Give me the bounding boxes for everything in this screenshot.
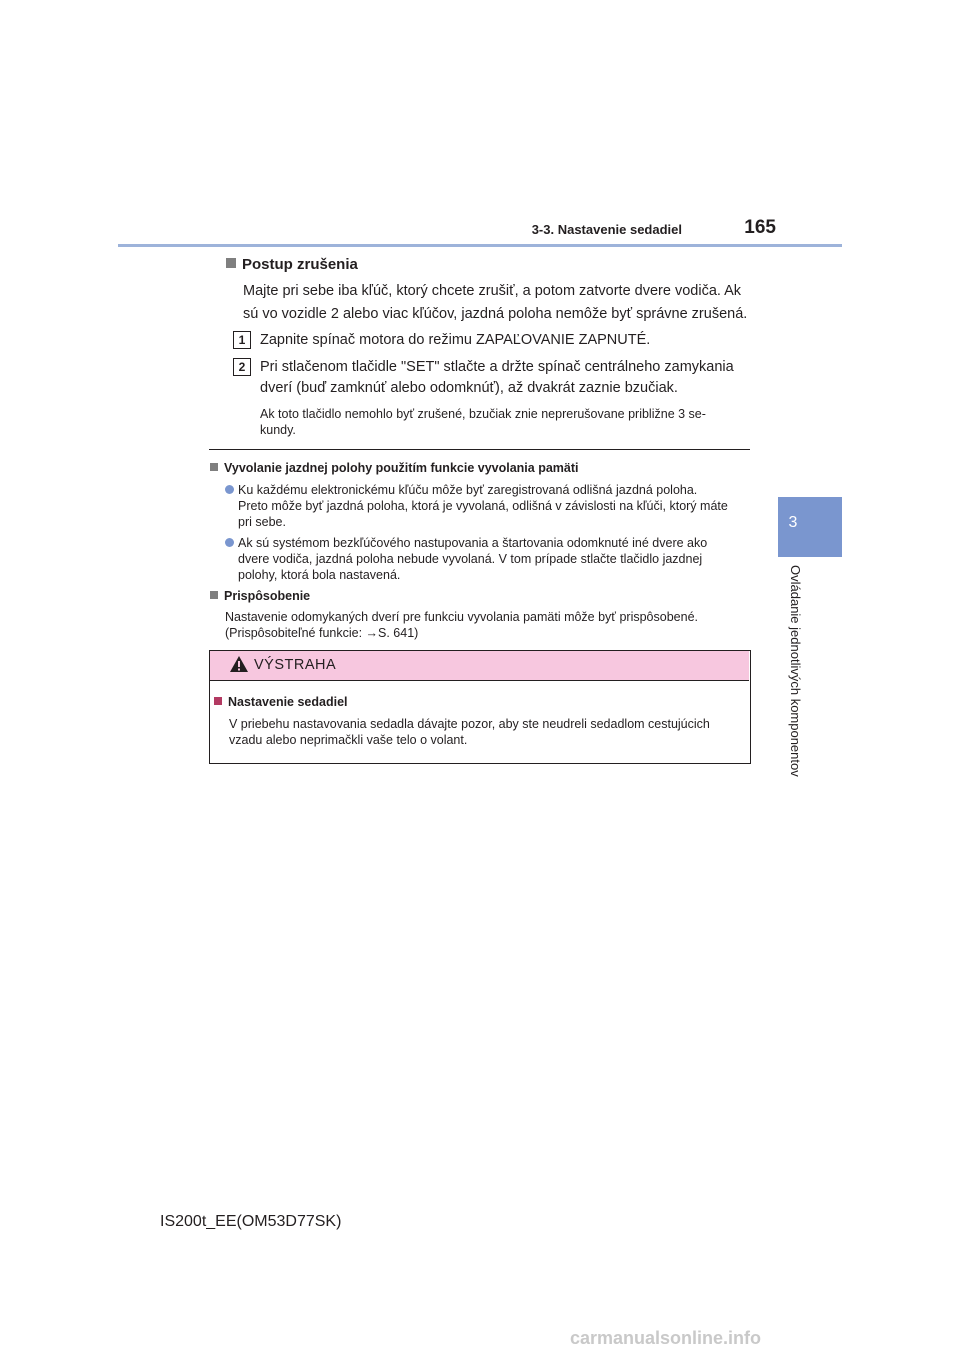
chapter-number: 3 [788, 514, 798, 531]
step-number-1: 1 [233, 331, 251, 349]
chapter-label-container [781, 565, 809, 805]
recall-bullet-1 [225, 482, 749, 530]
recall-bullet-1-line-1: Ku každému elektronickému kľúču môže byť zaregistrovaná odlišná jazdná poloha. [238, 483, 698, 497]
recall-bullet-2 [225, 535, 749, 583]
warning-title: VÝSTRAHA [254, 657, 337, 673]
cancel-heading [226, 256, 358, 273]
model-code: IS200t_EE(OM53D77SK) [160, 1213, 342, 1230]
customize-title: Prispôsobenie [224, 589, 311, 603]
cancel-intro-1: Majte pri sebe iba kľúč, ktorý chcete zrušiť, a potom zatvorte dvere vodiča. Ak [243, 283, 742, 299]
square-bullet-icon [210, 463, 218, 471]
cancel-title: Postup zrušenia [242, 256, 358, 273]
warning-triangle-icon [230, 656, 248, 672]
customize-heading [210, 589, 310, 603]
customize-line-1: Nastavenie odomykaných dverí pre funkciu vyvolania pamäti môže byť prispôsobené. [225, 610, 698, 624]
warning-line-2: vzadu alebo neprimačkli vaše telo o volant. [229, 733, 468, 747]
step-number-2: 2 [233, 358, 251, 376]
chapter-label: Ovládanie jednotlivých komponentov [788, 565, 803, 777]
square-bullet-icon [226, 258, 236, 268]
header-divider [118, 244, 842, 247]
watermark: carmanualsonline.info [570, 1328, 762, 1348]
section-divider [209, 449, 750, 450]
square-bullet-icon [214, 697, 222, 705]
warning-line-1: V priebehu nastavovania sedadla dávajte pozor, aby ste neudreli sedadlom cestujúcich [229, 717, 710, 731]
recall-heading [210, 461, 578, 475]
section-title: 3-3. Nastavenie sedadiel [531, 222, 682, 237]
recall-bullet-2-line-1: Ak sú systémom bezkľúčového nastupovania a štartovania odomknuté iné dvere ako [238, 536, 708, 550]
step-2-text-1: Pri stlačenom tlačidle "SET" stlačte a držte spínač centrálneho zamykania [260, 359, 734, 375]
recall-bullet-1-line-2: Preto môže byť jazdná poloha, ktorá je vyvolaná, odlišná v závislosti na kľúči, ktorý máte [238, 499, 728, 513]
recall-bullet-1-line-3: pri sebe. [238, 515, 286, 529]
recall-title: Vyvolanie jazdnej polohy použitím funkcie vyvolania pamäti [224, 461, 579, 475]
recall-bullet-2-line-2: dvere vodiča, jazdná poloha nebude vyvolaná. V tom prípade stlačte tlačidlo jazdnej [238, 552, 703, 566]
customize-line-2: (Prispôsobiteľné funkcie: →S. 641) [225, 626, 419, 640]
cancel-intro-2: sú vo vozidle 2 alebo viac kľúčov, jazdná poloha nemôže byť správne zrušená. [243, 306, 748, 322]
square-bullet-icon [210, 591, 218, 599]
cancel-note-1: Ak toto tlačidlo nemohlo byť zrušené, bzučiak znie neprerušovane približne 3 se- [260, 407, 706, 421]
cancel-note-2: kundy. [260, 423, 296, 437]
warning-subheading [214, 695, 348, 709]
page-number: 165 [744, 217, 776, 238]
circle-bullet-icon [225, 485, 234, 494]
step-2-text-2: dverí (buď zamknúť alebo odomknúť), až dvakrát zaznie bzučiak. [260, 380, 678, 396]
circle-bullet-icon [225, 538, 234, 547]
recall-bullet-2-line-3: polohy, ktorá bola nastavená. [238, 568, 401, 582]
warning-subtitle: Nastavenie sedadiel [228, 695, 348, 709]
step-1-text: Zapnite spínač motora do režimu ZAPAĽOVANIE ZAPNUTÉ. [260, 332, 651, 348]
